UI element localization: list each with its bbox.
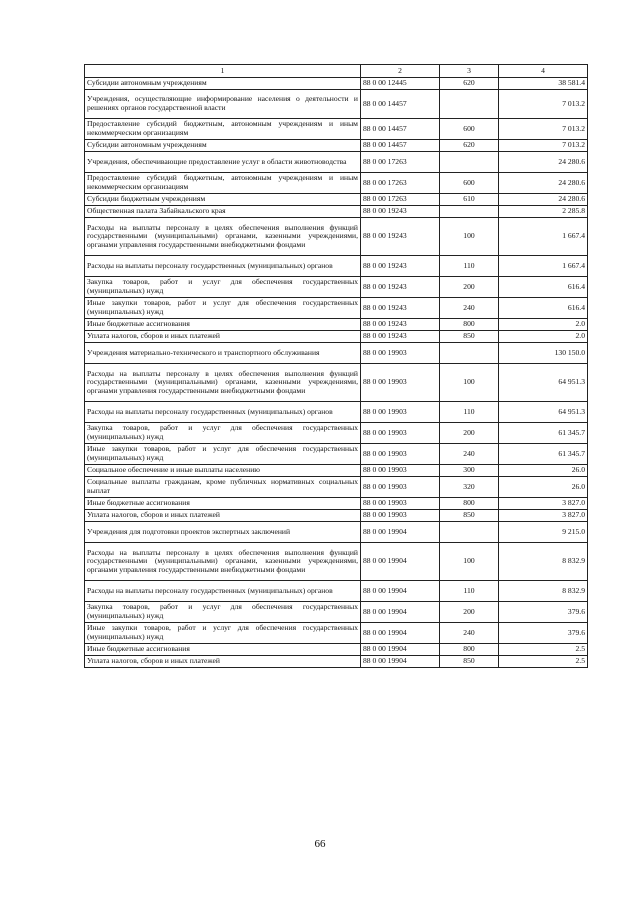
row-code-cell: 88 0 00 17263 — [361, 152, 440, 173]
table-row — [85, 319, 588, 331]
row-name-cell: Уплата налогов, сборов и иных платежей — [85, 656, 361, 668]
row-type-cell: 320 — [440, 477, 499, 498]
row-code-cell: 88 0 00 19904 — [361, 656, 440, 668]
table-row — [85, 152, 588, 173]
table-row — [85, 656, 588, 668]
row-type-cell: 100 — [440, 364, 499, 402]
row-code-cell: 88 0 00 19903 — [361, 510, 440, 522]
row-amount-cell: 379.6 — [499, 602, 588, 623]
row-name-cell: Иные бюджетные ассигнования — [85, 644, 361, 656]
row-type-cell: 800 — [440, 644, 499, 656]
row-type-cell: 600 — [440, 173, 499, 194]
table-row — [85, 444, 588, 465]
row-code-cell: 88 0 00 12445 — [361, 78, 440, 90]
row-amount-cell: 2.5 — [499, 644, 588, 656]
row-code-cell: 88 0 00 19243 — [361, 218, 440, 256]
row-amount-cell: 7 013.2 — [499, 90, 588, 119]
row-type-cell — [440, 152, 499, 173]
table-row — [85, 543, 588, 581]
row-type-cell: 800 — [440, 498, 499, 510]
row-amount-cell: 8 832.9 — [499, 581, 588, 602]
row-name-cell: Социальные выплаты гражданам, кроме публичных нормативных социальных выплат — [85, 477, 361, 498]
row-code-cell: 88 0 00 19904 — [361, 644, 440, 656]
row-name-cell: Учреждения, осуществляющие информирование населения о деятельности и решениях органов государственной власти — [85, 90, 361, 119]
table-row — [85, 510, 588, 522]
table-row — [85, 277, 588, 298]
table-row — [85, 90, 588, 119]
column-header: 2 — [361, 65, 440, 78]
row-type-cell: 850 — [440, 331, 499, 343]
row-type-cell: 620 — [440, 140, 499, 152]
row-code-cell: 88 0 00 19904 — [361, 543, 440, 581]
row-code-cell: 88 0 00 19243 — [361, 319, 440, 331]
row-type-cell: 200 — [440, 423, 499, 444]
row-name-cell: Расходы на выплаты персоналу государственных (муниципальных) органов — [85, 402, 361, 423]
table-row — [85, 581, 588, 602]
row-amount-cell: 7 013.2 — [499, 119, 588, 140]
row-amount-cell: 1 667.4 — [499, 218, 588, 256]
row-amount-cell: 8 832.9 — [499, 543, 588, 581]
page-number: 66 — [314, 838, 326, 850]
row-amount-cell: 61 345.7 — [499, 444, 588, 465]
column-header: 1 — [85, 65, 361, 78]
table-row — [85, 498, 588, 510]
table-row — [85, 477, 588, 498]
row-code-cell: 88 0 00 14457 — [361, 119, 440, 140]
row-name-cell: Учреждения для подготовки проектов экспертных заключений — [85, 522, 361, 543]
table-row — [85, 423, 588, 444]
row-amount-cell: 3 827.0 — [499, 510, 588, 522]
row-amount-cell: 3 827.0 — [499, 498, 588, 510]
row-amount-cell: 7 013.2 — [499, 140, 588, 152]
row-type-cell: 200 — [440, 602, 499, 623]
row-code-cell: 88 0 00 19243 — [361, 206, 440, 218]
row-code-cell: 88 0 00 17263 — [361, 194, 440, 206]
row-amount-cell: 26.0 — [499, 477, 588, 498]
row-name-cell: Расходы на выплаты персоналу в целях обеспечения выполнения функций государственными (муниципальными) органами, казенными учреждениями, органами управления государственными внебюджетными фондами — [85, 364, 361, 402]
row-name-cell: Общественная палата Забайкальского края — [85, 206, 361, 218]
table-row — [85, 343, 588, 364]
row-type-cell: 610 — [440, 194, 499, 206]
row-amount-cell: 1 667.4 — [499, 256, 588, 277]
table-row — [85, 256, 588, 277]
budget-table — [84, 64, 588, 668]
table-row — [85, 623, 588, 644]
row-type-cell: 100 — [440, 218, 499, 256]
row-amount-cell: 616.4 — [499, 277, 588, 298]
row-amount-cell: 38 581.4 — [499, 78, 588, 90]
row-code-cell: 88 0 00 19243 — [361, 331, 440, 343]
row-amount-cell: 26.0 — [499, 465, 588, 477]
row-code-cell: 88 0 00 19243 — [361, 298, 440, 319]
row-type-cell: 200 — [440, 277, 499, 298]
row-amount-cell: 130 150.0 — [499, 343, 588, 364]
row-name-cell: Закупка товаров, работ и услуг для обеспечения государственных (муниципальных) нужд — [85, 602, 361, 623]
row-code-cell: 88 0 00 19903 — [361, 423, 440, 444]
row-code-cell: 88 0 00 14457 — [361, 90, 440, 119]
table-row — [85, 194, 588, 206]
row-type-cell: 100 — [440, 543, 499, 581]
row-name-cell: Иные закупки товаров, работ и услуг для обеспечения государственных (муниципальных) нужд — [85, 298, 361, 319]
row-code-cell: 88 0 00 19243 — [361, 256, 440, 277]
row-name-cell: Субсидии автономным учреждениям — [85, 140, 361, 152]
row-type-cell: 850 — [440, 510, 499, 522]
row-code-cell: 88 0 00 14457 — [361, 140, 440, 152]
row-code-cell: 88 0 00 19903 — [361, 498, 440, 510]
column-header: 4 — [499, 65, 588, 78]
table-row — [85, 522, 588, 543]
row-name-cell: Расходы на выплаты персоналу в целях обеспечения выполнения функций государственными (муниципальными) органами, казенными учреждениями, органами управления государственными внебюджетными фондами — [85, 218, 361, 256]
row-type-cell: 240 — [440, 623, 499, 644]
table-row — [85, 298, 588, 319]
row-name-cell: Уплата налогов, сборов и иных платежей — [85, 331, 361, 343]
row-amount-cell: 9 215.0 — [499, 522, 588, 543]
row-name-cell: Социальное обеспечение и иные выплаты населению — [85, 465, 361, 477]
table-row — [85, 206, 588, 218]
table-header-row — [85, 65, 588, 78]
row-type-cell: 110 — [440, 256, 499, 277]
table-row — [85, 140, 588, 152]
row-amount-cell: 61 345.7 — [499, 423, 588, 444]
row-name-cell: Иные закупки товаров, работ и услуг для обеспечения государственных (муниципальных) нужд — [85, 623, 361, 644]
row-type-cell: 620 — [440, 78, 499, 90]
row-name-cell: Учреждения материально-технического и транспортного обслуживания — [85, 343, 361, 364]
row-type-cell: 110 — [440, 402, 499, 423]
row-name-cell: Иные закупки товаров, работ и услуг для обеспечения государственных (муниципальных) нужд — [85, 444, 361, 465]
row-name-cell: Учреждения, обеспечивающие предоставление услуг в области животноводства — [85, 152, 361, 173]
table-row — [85, 465, 588, 477]
row-amount-cell: 2 285.8 — [499, 206, 588, 218]
row-amount-cell: 24 280.6 — [499, 152, 588, 173]
row-type-cell — [440, 90, 499, 119]
row-name-cell: Уплата налогов, сборов и иных платежей — [85, 510, 361, 522]
table-body — [85, 78, 588, 668]
row-code-cell: 88 0 00 19903 — [361, 444, 440, 465]
row-type-cell: 110 — [440, 581, 499, 602]
row-code-cell: 88 0 00 19243 — [361, 277, 440, 298]
row-name-cell: Предоставление субсидий бюджетным, автономным учреждениям и иным некоммерческим организациям — [85, 173, 361, 194]
row-name-cell: Закупка товаров, работ и услуг для обеспечения государственных (муниципальных) нужд — [85, 277, 361, 298]
row-name-cell: Иные бюджетные ассигнования — [85, 498, 361, 510]
row-amount-cell: 64 951.3 — [499, 402, 588, 423]
row-amount-cell: 2.0 — [499, 319, 588, 331]
row-name-cell: Расходы на выплаты персоналу в целях обеспечения выполнения функций государственными (муниципальными) органами, казенными учреждениями, органами управления государственными внебюджетными фондами — [85, 543, 361, 581]
column-header: 3 — [440, 65, 499, 78]
table-row — [85, 402, 588, 423]
row-name-cell: Расходы на выплаты персоналу государственных (муниципальных) органов — [85, 256, 361, 277]
row-type-cell — [440, 343, 499, 364]
row-name-cell: Закупка товаров, работ и услуг для обеспечения государственных (муниципальных) нужд — [85, 423, 361, 444]
row-amount-cell: 379.6 — [499, 623, 588, 644]
row-type-cell: 850 — [440, 656, 499, 668]
row-amount-cell: 64 951.3 — [499, 364, 588, 402]
table-row — [85, 78, 588, 90]
row-name-cell: Предоставление субсидий бюджетным, автономным учреждениям и иным некоммерческим организациям — [85, 119, 361, 140]
table-row — [85, 218, 588, 256]
row-code-cell: 88 0 00 19903 — [361, 402, 440, 423]
row-code-cell: 88 0 00 19903 — [361, 364, 440, 402]
row-code-cell: 88 0 00 19904 — [361, 581, 440, 602]
row-name-cell: Расходы на выплаты персоналу государственных (муниципальных) органов — [85, 581, 361, 602]
row-name-cell: Иные бюджетные ассигнования — [85, 319, 361, 331]
row-amount-cell: 2.5 — [499, 656, 588, 668]
row-amount-cell: 24 280.6 — [499, 173, 588, 194]
table-row — [85, 644, 588, 656]
row-type-cell — [440, 206, 499, 218]
row-name-cell: Субсидии бюджетным учреждениям — [85, 194, 361, 206]
row-code-cell: 88 0 00 19904 — [361, 522, 440, 543]
row-type-cell — [440, 522, 499, 543]
row-amount-cell: 616.4 — [499, 298, 588, 319]
table-row — [85, 119, 588, 140]
row-name-cell: Субсидии автономным учреждениям — [85, 78, 361, 90]
row-code-cell: 88 0 00 19903 — [361, 343, 440, 364]
row-code-cell: 88 0 00 19904 — [361, 623, 440, 644]
table-row — [85, 602, 588, 623]
row-code-cell: 88 0 00 19904 — [361, 602, 440, 623]
row-amount-cell: 24 280.6 — [499, 194, 588, 206]
table-row — [85, 173, 588, 194]
row-type-cell: 240 — [440, 298, 499, 319]
row-type-cell: 300 — [440, 465, 499, 477]
table-row — [85, 364, 588, 402]
row-code-cell: 88 0 00 19903 — [361, 465, 440, 477]
row-code-cell: 88 0 00 19903 — [361, 477, 440, 498]
row-type-cell: 800 — [440, 319, 499, 331]
row-type-cell: 240 — [440, 444, 499, 465]
table-row — [85, 331, 588, 343]
row-code-cell: 88 0 00 17263 — [361, 173, 440, 194]
row-type-cell: 600 — [440, 119, 499, 140]
row-amount-cell: 2.0 — [499, 331, 588, 343]
